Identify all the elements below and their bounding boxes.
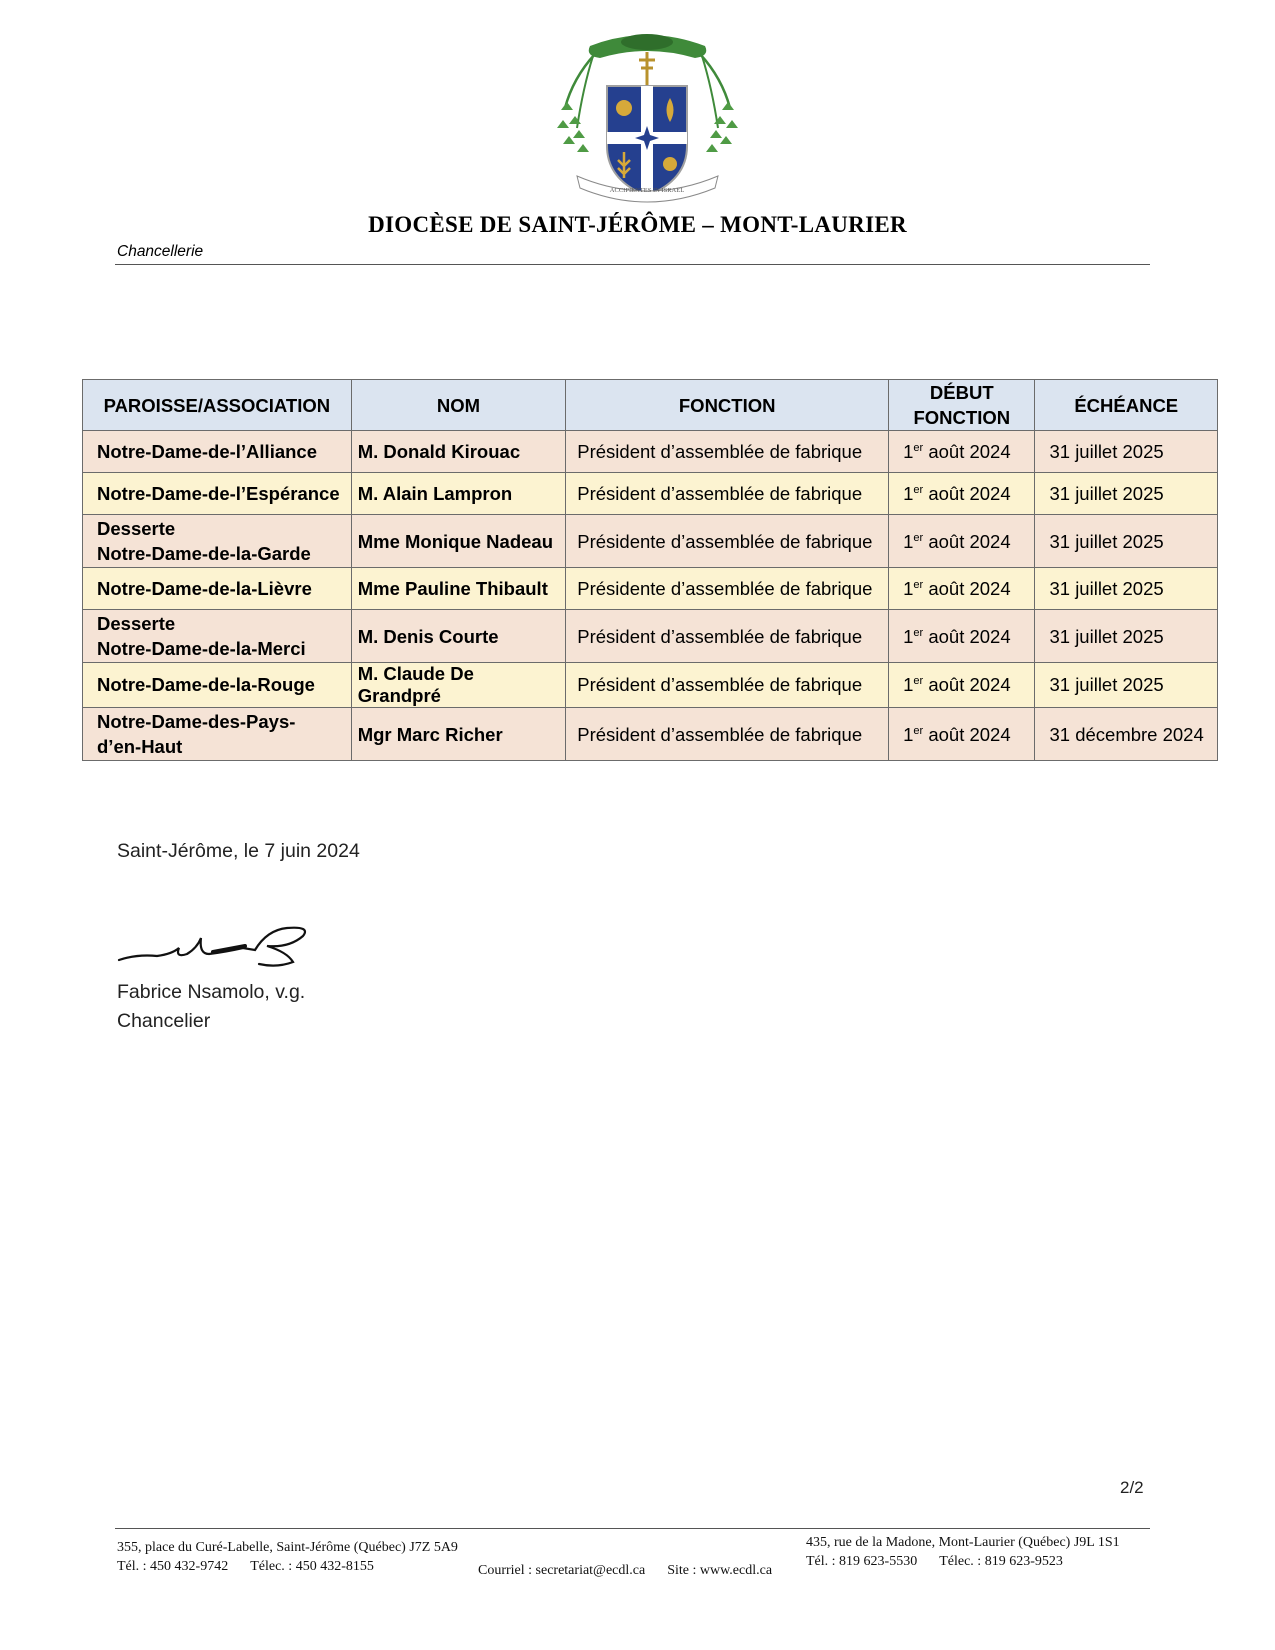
left-tassels-icon <box>557 102 589 152</box>
processional-cross-icon <box>639 52 655 86</box>
cell-echeance: 31 décembre 2024 <box>1035 708 1218 761</box>
crest-motto: ACCIPIENTES IN ISRAEL <box>609 187 685 194</box>
footer-site: Site : www.ecdl.ca <box>667 1563 773 1578</box>
right-tassels-icon <box>706 102 738 152</box>
debut-day: 1 <box>903 674 914 695</box>
paroisse-line2: Notre-Dame-de-la-Merci <box>97 638 306 659</box>
cell-paroisse <box>83 610 352 663</box>
debut-day: 1 <box>903 482 914 504</box>
header-divider <box>115 264 1150 265</box>
footer-right-fax: Télec. : 819 623-9523 <box>939 1554 1063 1569</box>
debut-suffix: er <box>913 483 924 496</box>
cell-nom: M. Donald Kirouac <box>351 431 566 473</box>
footer-divider <box>115 1528 1150 1529</box>
sun-icon-small <box>663 157 677 171</box>
header-debut-line2: FONCTION <box>913 407 1011 428</box>
table-row <box>83 473 1218 515</box>
debut-month-year: août 2024 <box>923 625 1011 647</box>
debut-day: 1 <box>903 625 914 647</box>
debut-suffix: er <box>913 441 924 454</box>
footer-left-tel: Tél. : 450 432-9742 <box>117 1559 229 1574</box>
cell-echeance: 31 juillet 2025 <box>1035 663 1218 708</box>
debut-month-year: août 2024 <box>923 530 1011 552</box>
cell-paroisse <box>83 568 352 610</box>
handwritten-signature <box>117 918 317 970</box>
cell-nom: M. Claude De Grandpré <box>351 663 566 708</box>
paroisse-line1: Desserte <box>97 613 176 634</box>
cell-echeance: 31 juillet 2025 <box>1035 431 1218 473</box>
header-paroisse: PAROISSE/ASSOCIATION <box>83 380 352 431</box>
footer-right-street: 435, rue de la Madone, Mont-Laurier (Québec) J9L 1S1 <box>806 1535 1120 1550</box>
cell-debut <box>889 515 1035 568</box>
header-debut <box>889 380 1035 431</box>
debut-month-year: août 2024 <box>923 674 1011 695</box>
footer-left-fax: Télec. : 450 432-8155 <box>250 1559 374 1574</box>
paroisse-line1: Notre-Dame-de-l’Alliance <box>97 440 317 462</box>
table-header-row <box>83 380 1218 431</box>
footer-right-contacts <box>806 1552 1120 1571</box>
cell-paroisse <box>83 431 352 473</box>
cell-paroisse <box>83 515 352 568</box>
debut-suffix: er <box>913 724 924 737</box>
cell-debut <box>889 473 1035 515</box>
cell-fonction: Présidente d’assemblée de fabrique <box>566 515 889 568</box>
officers-table <box>82 379 1218 761</box>
debut-day: 1 <box>903 577 914 599</box>
cell-fonction: Président d’assemblée de fabrique <box>566 663 889 708</box>
cell-echeance: 31 juillet 2025 <box>1035 610 1218 663</box>
cell-nom: M. Alain Lampron <box>351 473 566 515</box>
footer-left-street: 355, place du Curé-Labelle, Saint-Jérôme (Québec) J7Z 5A9 <box>117 1540 458 1555</box>
paroisse-line1: Notre-Dame-de-la-Rouge <box>97 674 315 695</box>
header-debut-line1: DÉBUT <box>929 382 994 403</box>
cell-nom: Mme Pauline Thibault <box>351 568 566 610</box>
paroisse-line2: Notre-Dame-de-la-Garde <box>97 543 311 564</box>
debut-day: 1 <box>903 530 914 552</box>
cell-paroisse <box>83 663 352 708</box>
cell-debut <box>889 708 1035 761</box>
paroisse-line1: Notre-Dame-des-Pays- <box>97 711 296 732</box>
cell-nom: M. Denis Courte <box>351 610 566 663</box>
cell-debut <box>889 610 1035 663</box>
cell-nom: Mgr Marc Richer <box>351 708 566 761</box>
cell-fonction: Président d’assemblée de fabrique <box>566 473 889 515</box>
paroisse-line2: d’en-Haut <box>97 736 183 757</box>
sun-icon <box>616 100 632 116</box>
cell-echeance: 31 juillet 2025 <box>1035 568 1218 610</box>
table-row <box>83 610 1218 663</box>
table-row <box>83 568 1218 610</box>
cell-echeance: 31 juillet 2025 <box>1035 515 1218 568</box>
footer-right-address <box>806 1533 1120 1571</box>
table-row <box>83 431 1218 473</box>
cell-debut <box>889 663 1035 708</box>
cell-echeance: 31 juillet 2025 <box>1035 473 1218 515</box>
debut-month-year: août 2024 <box>923 723 1011 745</box>
signer-block <box>117 978 305 1036</box>
paroisse-line1: Notre-Dame-de-l’Espérance <box>97 482 340 504</box>
footer-contact <box>478 1563 772 1579</box>
cell-debut <box>889 431 1035 473</box>
cell-fonction: Président d’assemblée de fabrique <box>566 431 889 473</box>
footer-email: Courriel : secretariat@ecdl.ca <box>478 1563 646 1578</box>
header-echeance: ÉCHÉANCE <box>1035 380 1218 431</box>
table-row <box>83 663 1218 708</box>
table-row <box>83 708 1218 761</box>
debut-month-year: août 2024 <box>923 440 1011 462</box>
debut-day: 1 <box>903 723 914 745</box>
page-number: 2/2 <box>1120 1478 1144 1497</box>
cell-paroisse <box>83 708 352 761</box>
footer-left-contacts <box>117 1557 458 1576</box>
debut-suffix: er <box>913 626 924 639</box>
place-date: Saint-Jérôme, le 7 juin 2024 <box>117 840 360 862</box>
paroisse-line1: Desserte <box>97 518 176 539</box>
department-label: Chancellerie <box>117 243 204 260</box>
footer-right-tel: Tél. : 819 623-5530 <box>806 1554 918 1569</box>
paroisse-line1: Notre-Dame-de-la-Lièvre <box>97 577 312 599</box>
cell-fonction: Président d’assemblée de fabrique <box>566 610 889 663</box>
debut-suffix: er <box>913 675 924 687</box>
signer-title: Chancelier <box>117 1010 211 1032</box>
header-fonction: FONCTION <box>566 380 889 431</box>
table-row <box>83 515 1218 568</box>
debut-month-year: août 2024 <box>923 577 1011 599</box>
debut-day: 1 <box>903 440 914 462</box>
cell-debut <box>889 568 1035 610</box>
debut-suffix: er <box>913 578 924 591</box>
cell-fonction: Président d’assemblée de fabrique <box>566 708 889 761</box>
diocese-title: DIOCÈSE DE SAINT-JÉRÔME – MONT-LAURIER <box>368 212 907 237</box>
cell-fonction: Présidente d’assemblée de fabrique <box>566 568 889 610</box>
debut-suffix: er <box>913 531 924 544</box>
header-nom: NOM <box>351 380 566 431</box>
signer-name: Fabrice Nsamolo, v.g. <box>117 981 306 1003</box>
debut-month-year: août 2024 <box>923 482 1011 504</box>
cell-paroisse <box>83 473 352 515</box>
diocese-coat-of-arms <box>555 28 740 206</box>
footer-left-address <box>117 1538 458 1576</box>
cell-nom: Mme Monique Nadeau <box>351 515 566 568</box>
